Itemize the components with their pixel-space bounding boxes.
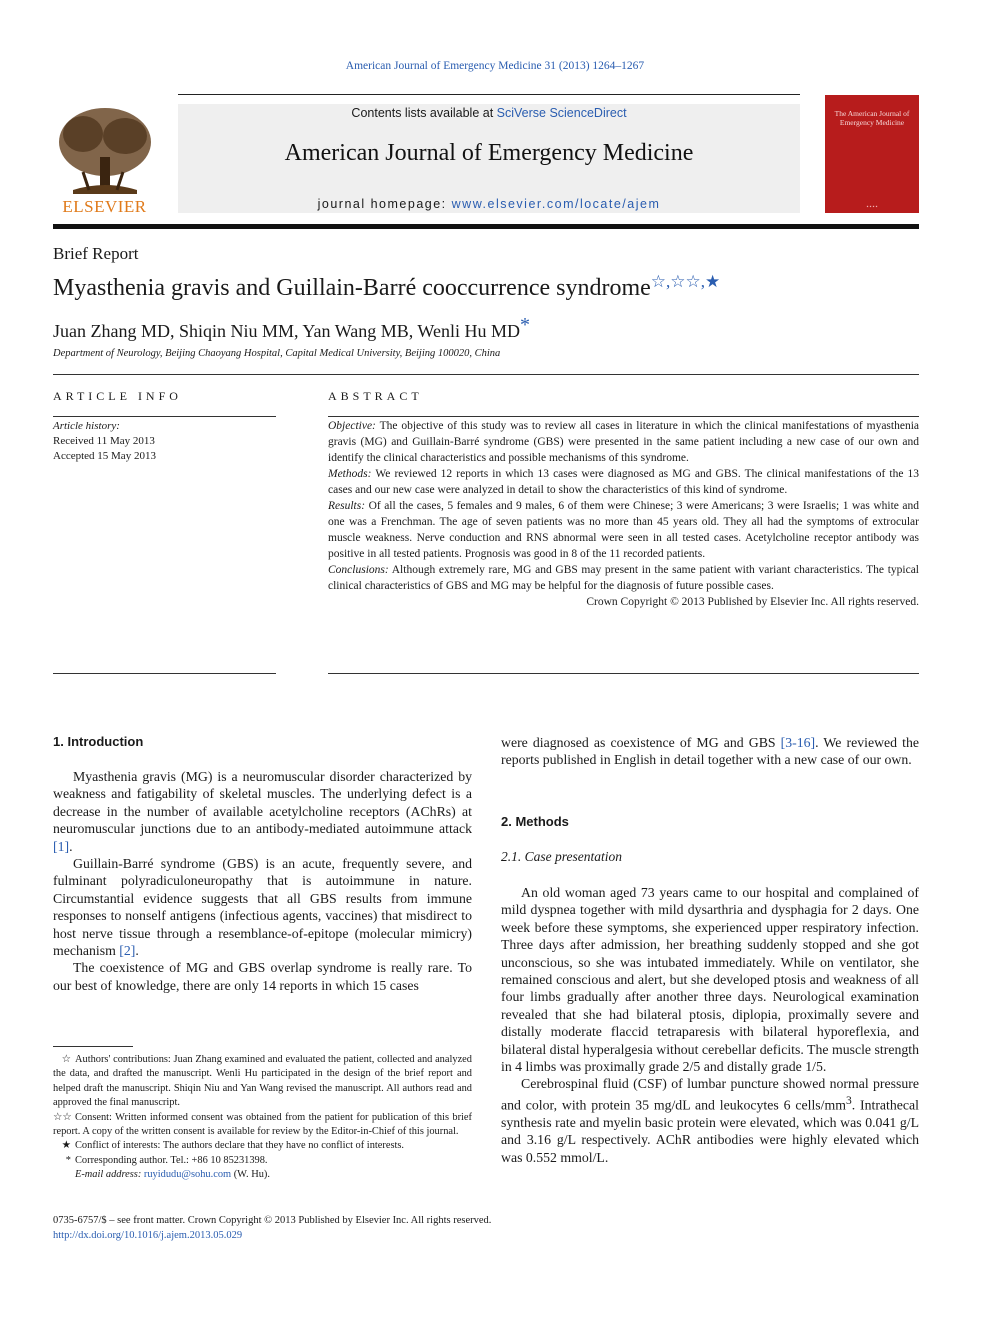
footnote-1-text: Authors' contributions: Juan Zhang examined and evaluated the patient, collected and analyzed the data, and drafted the manuscript. Wenli Hu participated in the design of the brief report and helped draft the manuscript. Shiqin Niu and Yan Wang revised the manuscript. All authors read and approved the final manuscript. bbox=[53, 1054, 472, 1109]
case-paragraph-2 bbox=[501, 1075, 919, 1166]
elsevier-wordmark: ELSEVIER bbox=[62, 197, 147, 216]
header-thick-rule bbox=[53, 224, 919, 229]
affiliation: Department of Neurology, Beijing Chaoyang Hospital, Capital Medical University, Beijing 100020, China bbox=[53, 348, 501, 359]
abstract-objective bbox=[328, 418, 919, 466]
corresponding-author-mark[interactable]: * bbox=[519, 314, 530, 336]
results-text: Of all the cases, 5 females and 9 males, 6 of them were Chinese; 3 were Americans; 3 were Israelis; 1 was white and one was a Frenchman. The age of seven patients was no more than 45 years old. They all had the symptoms of extrocular muscle weakness. Nerve conduction and RNS abnormal were seen in all tested cases. Acetylcholine receptor antibody was positive in all tested patients. Prognosis was good in 8 of the 11 recorded patients. bbox=[328, 500, 919, 560]
article-title-text: Myasthenia gravis and Guillain-Barré cooccurrence syndrome bbox=[53, 275, 651, 301]
abstract-copyright: Crown Copyright © 2013 Published by Elsevier Inc. All rights reserved. bbox=[586, 596, 919, 608]
right-column bbox=[501, 884, 919, 1166]
intro-continuation bbox=[501, 734, 919, 769]
intro-cont-post: . We reviewed the reports published in English in detail together with a new case of our own. bbox=[501, 735, 919, 768]
footnote-mark-2: ☆☆ bbox=[53, 1111, 72, 1123]
footnote-mark-4: * bbox=[65, 1154, 71, 1166]
author-list bbox=[53, 314, 530, 342]
intro-p2-text: Guillain-Barré syndrome (GBS) is an acute, frequently severe, and fulminant polyradiculoneuropathy that is autoimmune in nature. Circumstantial evidence suggests that all GBS results from immune responses to nonself antigens (infectious agents, vaccines) that misdirect to host nerve tissue through a resemblance-of-epitope (molecular mimicry) mechanism bbox=[53, 856, 472, 959]
abstract-heading: ABSTRACT bbox=[328, 389, 423, 403]
introduction-heading: 1. Introduction bbox=[53, 734, 144, 749]
article-info-bottom-rule bbox=[53, 673, 276, 674]
footnote-4-text: Corresponding author. Tel.: +86 10 85231398. bbox=[75, 1154, 268, 1166]
article-type: Brief Report bbox=[53, 244, 139, 263]
accepted-date: Accepted 15 May 2013 bbox=[53, 450, 156, 462]
bottom-identifiers bbox=[53, 1214, 491, 1243]
header-top-rule bbox=[178, 94, 800, 95]
case-presentation-heading: 2.1. Case presentation bbox=[501, 849, 622, 864]
abstract-results bbox=[328, 498, 919, 562]
issn-line: 0735-6757/$ – see front matter. Crown Copyright © 2013 Published by Elsevier Inc. All rights reserved. bbox=[53, 1215, 492, 1226]
history-label: Article history: bbox=[53, 420, 120, 432]
cover-decoration: ▪ ▪ ▪ ▪ bbox=[866, 205, 878, 210]
contents-line bbox=[178, 106, 800, 120]
authors-text: Juan Zhang MD, Shiqin Niu MM, Yan Wang MB, Wenli Hu MD bbox=[53, 321, 520, 341]
email-label: E-mail address: bbox=[75, 1169, 142, 1181]
conclusions-text: Although extremely rare, MG and GBS may present in the same patient with variant characteristics. The typical clinical characteristics of GBS and MG may be helpful for the diagnosis of future possible cases. bbox=[328, 564, 920, 592]
methods-text: We reviewed 12 reports in which 13 cases were diagnosed as MG and GBS. The clinical manifestations of the 13 cases and our new case were analyzed in detail to show the characteristics of this kind of syndrome. bbox=[328, 468, 920, 496]
footnote-rule bbox=[53, 1046, 133, 1047]
cover-title: The American Journal of Emergency Medicine bbox=[834, 109, 910, 127]
footnote-consent bbox=[53, 1111, 472, 1140]
methods-label: Methods: bbox=[328, 468, 372, 480]
homepage-line bbox=[178, 197, 800, 211]
footnote-conflict bbox=[53, 1139, 472, 1153]
email-suffix: (W. Hu). bbox=[231, 1169, 270, 1181]
sciencedirect-link[interactable]: SciVerse ScienceDirect bbox=[496, 106, 627, 120]
title-footnote-marks[interactable]: ☆,☆☆,★ bbox=[650, 272, 721, 291]
intro-paragraph-1: Myasthenia gravis (MG) is a neuromuscular disorder characterized by weakness and fatigability of skeletal muscles. The underlying defect is a decrease in the number of available acetylcholine receptors (AChRs) at neuromuscular junctions due to an antibody-mediated autoimmune attack [1]. bbox=[53, 769, 472, 854]
elsevier-logo bbox=[53, 102, 156, 216]
journal-header-banner bbox=[178, 104, 800, 213]
article-info-heading: ARTICLE INFO bbox=[53, 389, 182, 403]
email-link[interactable]: ruyidudu@sohu.com bbox=[143, 1169, 232, 1181]
ref-3-16-link[interactable]: [3-16] bbox=[780, 735, 816, 750]
case-p2-text: Cerebrospinal fluid (CSF) of lumbar puncture showed normal pressure and color, with protein 35 mg/dL and leukocytes 6 cells/mm bbox=[501, 1076, 919, 1113]
intro-paragraph-3: The coexistence of MG and GBS overlap syndrome is really rare. To our best of knowledge, there are only 14 reports in which 15 cases bbox=[53, 960, 472, 993]
footnote-corresponding bbox=[53, 1154, 472, 1168]
footnote-contributions bbox=[53, 1053, 472, 1111]
doi-link[interactable]: http://dx.doi.org/10.1016/j.ajem.2013.05.029 bbox=[53, 1229, 243, 1241]
journal-reference-link[interactable]: American Journal of Emergency Medicine 31 (2013) 1264–1267 bbox=[345, 60, 645, 72]
journal-cover-image bbox=[825, 95, 919, 213]
journal-title: American Journal of Emergency Medicine bbox=[284, 140, 694, 166]
intro-p1-text: Myasthenia gravis (MG) is a neuromuscular disorder characterized by weakness and fatigability of skeletal muscles. The underlying defect is a decrease in the number of available acetylcholine receptors (AChRs) at neuromuscular junctions due to an antibody-mediated autoimmune attack bbox=[53, 769, 472, 837]
footnote-3-text: Conflict of interests: The authors declare that they have no conflict of interests. bbox=[75, 1140, 405, 1152]
objective-text: The objective of this study was to review all cases in literature in which the clinical manifestations of myasthenia gravis (MG) and Guillain-Barré syndrome (GBS) were presented in the same patient including a new case of our own and identify the clinical characteristics and possible mechanisms of this syndrome. bbox=[328, 420, 919, 464]
abstract-conclusions bbox=[328, 562, 919, 594]
footnote-email bbox=[53, 1168, 472, 1182]
abstract-methods bbox=[328, 466, 919, 498]
abstract-body bbox=[328, 418, 919, 610]
article-title bbox=[53, 272, 720, 302]
case-paragraph-1: An old woman aged 73 years came to our hospital and complained of mild dyspnea together with mild dysarthria and dysphagia for 2 days. One week before these symptoms, she experienced upper respiratory infection. Three days after admission, her breathing suddenly stopped and she got unconscious, so she was intubated immediately. While on ventilator, she remained conscious and alert, but she developed ptosis and weakness of all four limbs gradually after another three days. Neurological examination revealed that she had bilateral ptosis, diplopia, proximally severe and distally moderate flaccid tetraparesis with bilateral hyporeflexia, and bilateral distal hyperalgesia without cerebellar deficits. The muscle strength in 4 limbs was proximally grade 2/5 and distally grade 1/5. bbox=[501, 885, 919, 1075]
cubic-superscript: 3 bbox=[845, 1094, 852, 1107]
received-date: Received 11 May 2013 bbox=[53, 435, 155, 447]
article-info-rule bbox=[53, 416, 276, 417]
intro-cont-text: were diagnosed as coexistence of MG and GBS bbox=[501, 735, 781, 750]
ref-2-link[interactable]: [2] bbox=[119, 943, 136, 959]
abstract-rule bbox=[328, 416, 919, 417]
footnote-2-text: Consent: Written informed consent was obtained from the patient for publication of this brief report. A copy of the written consent is available for review by the Editor-in-Chief of this journal. bbox=[53, 1111, 472, 1138]
conclusions-label: Conclusions: bbox=[328, 564, 389, 576]
contents-prefix: Contents lists available at bbox=[351, 106, 497, 120]
homepage-link[interactable]: www.elsevier.com/locate/ajem bbox=[451, 197, 661, 211]
intro-paragraph-2: Guillain-Barré syndrome (GBS) is an acute, frequently severe, and fulminant polyradiculoneuropathy that is autoimmune in nature. Circumstantial evidence suggests that all GBS results from immune responses to nonself antigens (infectious agents, vaccines) that misdirect to host nerve tissue through a resemblance-of-epitope (molecular mimicry) mechanism [2]. bbox=[53, 856, 472, 959]
footnote-mark-1: ☆ bbox=[61, 1054, 71, 1065]
methods-heading: 2. Methods bbox=[501, 814, 569, 829]
footnote-mark-3: ★ bbox=[61, 1140, 71, 1152]
abstract-bottom-rule bbox=[328, 673, 919, 674]
objective-label: Objective: bbox=[328, 420, 376, 432]
ref-1-link[interactable]: [1] bbox=[53, 838, 70, 854]
case-p2-post: . Intrathecal synthesis rate and myelin basic protein were elevated, which was 0.041 g/L and 3.16 g/L respectively. AChR antibodies were highly elevated which was 0.552 mmol/L. bbox=[501, 1097, 919, 1165]
footnotes bbox=[53, 1053, 472, 1183]
left-column bbox=[53, 768, 472, 994]
article-history bbox=[53, 419, 156, 464]
right-column-top bbox=[501, 734, 919, 769]
results-label: Results: bbox=[328, 500, 366, 512]
affiliation-rule bbox=[53, 374, 919, 375]
homepage-prefix: journal homepage: bbox=[317, 197, 452, 211]
